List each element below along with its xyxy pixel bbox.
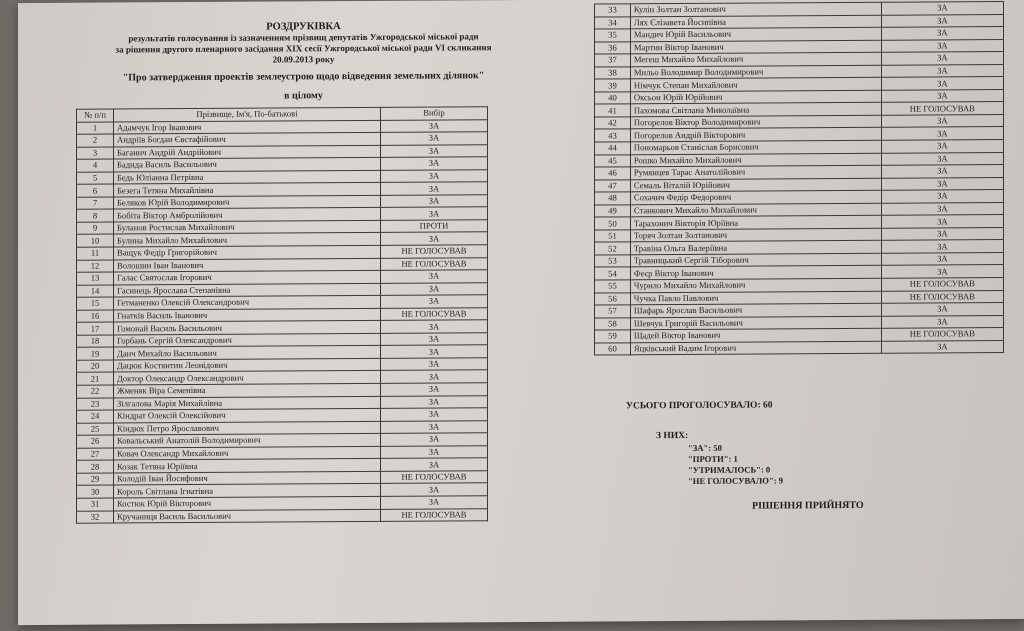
cell-vote: НЕ ГОЛОСУВАВ xyxy=(881,278,1003,291)
cell-vote: ЗА xyxy=(381,445,488,458)
cell-vote: ЗА xyxy=(381,182,488,195)
summary-proty: "ПРОТИ": 1 xyxy=(688,453,738,464)
cell-name: Горбань Сергій Олександрович xyxy=(114,333,381,347)
cell-name: Сохачич Федір Федорович xyxy=(630,191,881,205)
cell-vote: ЗА xyxy=(381,433,488,446)
header-num: № п/п xyxy=(77,109,114,122)
cell-num: 18 xyxy=(77,335,114,348)
cell-vote: ЗА xyxy=(881,27,1003,40)
cell-vote: ЗА xyxy=(881,190,1003,203)
cell-vote: ЗА xyxy=(881,2,1003,15)
cell-num: 35 xyxy=(595,29,631,42)
cell-name: Мартин Віктор Іванович xyxy=(630,40,881,54)
cell-num: 14 xyxy=(77,285,114,298)
cell-vote: ЗА xyxy=(381,458,488,471)
cell-name: Травіна Ольга Валеріївна xyxy=(630,241,881,255)
cell-num: 21 xyxy=(77,372,114,385)
cell-vote: ЗА xyxy=(381,295,488,308)
cell-name: Гасинець Ярослава Степанівна xyxy=(114,283,381,297)
cell-num: 60 xyxy=(595,343,631,356)
cell-num: 27 xyxy=(77,448,114,461)
cell-name: Пахомова Світлана Миколаївна xyxy=(630,103,881,117)
cell-vote: ЗА xyxy=(381,320,488,333)
cell-vote: НЕ ГОЛОСУВАВ xyxy=(881,290,1003,303)
cell-vote: ЗА xyxy=(881,240,1003,253)
cell-name: Адамчук Ігор Іванович xyxy=(114,120,381,134)
cell-num: 12 xyxy=(77,260,114,273)
cell-name: Ковальський Анатолій Володимирович xyxy=(114,434,381,448)
cell-name: Кулін Золтан Золтанович xyxy=(630,2,881,16)
cell-vote: НЕ ГОЛОСУВАВ xyxy=(381,471,488,484)
cell-name: Кіндрат Олексій Олексійович xyxy=(114,408,381,422)
cell-num: 26 xyxy=(77,435,114,448)
cell-num: 2 xyxy=(77,134,114,147)
cell-name: Лях Єлізавета Йосипівна xyxy=(630,15,881,29)
cell-num: 48 xyxy=(595,192,631,205)
cell-name: Яцківський Вадим Ігорович xyxy=(630,341,881,355)
cell-num: 43 xyxy=(595,129,631,142)
cell-num: 51 xyxy=(595,230,631,243)
cell-vote: ЗА xyxy=(381,345,488,358)
cell-num: 41 xyxy=(595,104,631,117)
cell-name: Мильо Володимир Володимирович xyxy=(630,65,881,79)
cell-name: Мегеш Михайло Михайлович xyxy=(630,52,881,66)
cell-num: 45 xyxy=(595,154,631,167)
summary-breakdown xyxy=(688,442,864,487)
cell-name: Семаль Віталій Юрійович xyxy=(630,178,881,192)
cell-vote: НЕ ГОЛОСУВАВ xyxy=(381,307,488,320)
cell-name: Кіндюх Петро Ярославович xyxy=(114,421,381,435)
cell-num: 29 xyxy=(77,473,114,486)
cell-num: 55 xyxy=(595,280,631,293)
cell-num: 40 xyxy=(595,92,631,105)
cell-vote: ЗА xyxy=(881,265,1003,278)
cell-vote: ЗА xyxy=(881,140,1003,153)
cell-vote: ЗА xyxy=(381,358,488,371)
summary-utrymalos: "УТРИМАЛОСЬ": 0 xyxy=(688,464,771,475)
cell-vote: ЗА xyxy=(381,483,488,496)
cell-name: Гнатків Василь Іванович xyxy=(114,308,381,322)
cell-num: 1 xyxy=(77,122,114,135)
cell-vote: ЗА xyxy=(881,77,1003,90)
cell-vote: ЗА xyxy=(881,303,1003,316)
cell-vote: ЗА xyxy=(881,39,1003,52)
table-row xyxy=(77,508,488,523)
cell-name: Феєр Віктор Іванович xyxy=(630,266,881,280)
cell-vote: НЕ ГОЛОСУВАВ xyxy=(381,245,488,258)
cell-vote: ЗА xyxy=(381,195,488,208)
cell-name: Шафарь Ярослав Васильович xyxy=(630,303,881,317)
cell-vote: ЗА xyxy=(881,127,1003,140)
cell-name: Пономарьов Станіслав Борисович xyxy=(630,140,881,154)
cell-vote: ЗА xyxy=(381,232,488,245)
summary-ne-golosuvalo: "НЕ ГОЛОСУВАЛО": 9 xyxy=(688,475,784,486)
cell-num: 20 xyxy=(77,360,114,373)
cell-name: Андріїв Богдан Євстафійович xyxy=(114,132,381,146)
cell-name: Булина Михайло Михайлович xyxy=(114,233,381,247)
cell-name: Доктор Олександр Олександрович xyxy=(114,371,381,385)
cell-num: 10 xyxy=(77,234,114,247)
cell-num: 32 xyxy=(77,510,114,523)
cell-num: 58 xyxy=(595,318,631,331)
cell-vote: ЗА xyxy=(881,252,1003,265)
cell-num: 9 xyxy=(77,222,114,235)
cell-name: Данч Михайло Васильович xyxy=(114,346,381,360)
cell-name: Колодій Іван Йосифович xyxy=(114,471,381,485)
cell-name: Безега Тетяна Михайлівна xyxy=(114,183,381,197)
cell-vote: ЗА xyxy=(881,14,1003,27)
header-line-2: за рішення другого пленарного засідання XIX сесії Ужгородської міської ради VI скликання 20.09.2013 року xyxy=(115,42,492,65)
cell-vote: ЗА xyxy=(881,64,1003,77)
cell-num: 57 xyxy=(595,305,631,318)
cell-num: 39 xyxy=(595,79,631,92)
cell-vote: НЕ ГОЛОСУВАВ xyxy=(881,102,1003,115)
vote-summary xyxy=(626,400,864,512)
cell-vote: НЕ ГОЛОСУВАВ xyxy=(881,328,1003,341)
cell-name: Галас Святослав Ігорович xyxy=(114,270,381,284)
cell-name: Бадида Василь Васильович xyxy=(114,158,381,172)
cell-vote: ЗА xyxy=(381,370,488,383)
cell-vote: НЕ ГОЛОСУВАВ xyxy=(381,508,488,521)
cell-vote: ЗА xyxy=(881,315,1003,328)
summary-total: УСЬОГО ПРОГОЛОСУВАЛО: 60 xyxy=(626,400,773,412)
cell-num: 23 xyxy=(77,398,114,411)
cell-num: 19 xyxy=(77,347,114,360)
cell-num: 46 xyxy=(595,167,631,180)
table-row xyxy=(595,340,1004,355)
cell-name: Волошин Іван Іванович xyxy=(114,258,381,272)
cell-num: 44 xyxy=(595,142,631,155)
cell-name: Станкович Михайло Михайлович xyxy=(630,203,881,217)
cell-vote: ЗА xyxy=(881,177,1003,190)
cell-vote: ЗА xyxy=(881,114,1003,127)
cell-num: 24 xyxy=(77,410,114,423)
cell-num: 54 xyxy=(595,267,631,280)
cell-name: Зілгалова Марія Михайлівна xyxy=(114,396,381,410)
cell-num: 6 xyxy=(77,184,114,197)
cell-num: 50 xyxy=(595,217,631,230)
cell-num: 16 xyxy=(77,310,114,323)
cell-name: Травницький Сергій Тіборович xyxy=(630,253,881,267)
vote-table-right xyxy=(594,1,1004,356)
cell-name: Дацюк Костянтин Леонідович xyxy=(114,358,381,372)
document-sheet xyxy=(18,0,1024,625)
cell-vote: ЗА xyxy=(381,132,488,145)
cell-num: 5 xyxy=(77,172,114,185)
cell-num: 34 xyxy=(595,16,631,29)
cell-name: Ковач Олександр Михайлович xyxy=(114,446,381,460)
cell-num: 4 xyxy=(77,159,114,172)
header-name: Прізвище, Ім'я, По-батькові xyxy=(114,107,381,121)
document-title: РОЗДРУКІВКА xyxy=(266,21,341,33)
cell-name: Чурило Михайло Михайлович xyxy=(630,278,881,292)
cell-name: Гомонай Василь Васильович xyxy=(114,321,381,335)
cell-name: Мандич Юрій Васильович xyxy=(630,27,881,41)
vote-table-left xyxy=(76,106,488,524)
cell-num: 53 xyxy=(595,255,631,268)
cell-num: 36 xyxy=(595,41,631,54)
cell-name: Беляков Юрій Володимирович xyxy=(114,195,381,209)
cell-num: 30 xyxy=(77,485,114,498)
cell-num: 47 xyxy=(595,179,631,192)
cell-num: 28 xyxy=(77,460,114,473)
cell-vote: ЗА xyxy=(381,383,488,396)
cell-num: 11 xyxy=(77,247,114,260)
decision-result: РІШЕННЯ ПРИЙНЯТО xyxy=(752,499,864,512)
cell-num: 13 xyxy=(77,272,114,285)
cell-name: Буланов Ростислав Михайлович xyxy=(114,220,381,234)
cell-num: 56 xyxy=(595,292,631,305)
document-header xyxy=(76,20,531,103)
decision-subject: "Про затвердження проектів землеустрою щодо відведення земельних ділянок" xyxy=(122,70,485,84)
cell-name: Бобіта Віктор Амбролійович xyxy=(114,208,381,222)
table-body-left xyxy=(77,119,488,523)
cell-num: 17 xyxy=(77,322,114,335)
header-vote: Вибір xyxy=(381,107,488,120)
cell-num: 8 xyxy=(77,209,114,222)
cell-vote: ЗА xyxy=(381,157,488,170)
cell-vote: ЗА xyxy=(381,496,488,509)
cell-name: Торяч Золтан Золтанович xyxy=(630,228,881,242)
cell-num: 7 xyxy=(77,197,114,210)
cell-vote: ЗА xyxy=(881,340,1003,353)
cell-num: 22 xyxy=(77,385,114,398)
cell-name: Кручаниця Василь Васильович xyxy=(114,509,381,523)
cell-num: 3 xyxy=(77,147,114,160)
cell-num: 52 xyxy=(595,242,631,255)
cell-name: Гетманенко Олексій Олександрович xyxy=(114,296,381,310)
cell-name: Погорелов Віктор Володимирович xyxy=(630,115,881,129)
cell-name: Погорелов Андрій Вікторович xyxy=(630,128,881,142)
cell-name: Рошко Михайло Михайлович xyxy=(630,153,881,167)
cell-num: 25 xyxy=(77,423,114,436)
cell-name: Король Світлана Ігнатівна xyxy=(114,484,381,498)
cell-name: Козак Тетяна Юріївна xyxy=(114,459,381,473)
cell-vote: ЗА xyxy=(381,282,488,295)
cell-vote: ЗА xyxy=(381,395,488,408)
cell-name: Ващук Федір Григорійович xyxy=(114,245,381,259)
cell-name: Тарахонич Вікторія Юріївна xyxy=(630,216,881,230)
cell-vote: ПРОТИ xyxy=(381,220,488,233)
cell-vote: ЗА xyxy=(381,207,488,220)
cell-name: Німчук Степан Михайлович xyxy=(630,78,881,92)
vote-scope: в цілому xyxy=(284,90,323,102)
cell-num: 49 xyxy=(595,205,631,218)
left-column xyxy=(76,20,531,524)
right-column xyxy=(594,1,1004,356)
cell-name: Оксьон Юрій Юрійович xyxy=(630,90,881,104)
cell-name: Шевчук Григорій Васильович xyxy=(630,316,881,330)
cell-num: 15 xyxy=(77,297,114,310)
cell-vote: ЗА xyxy=(381,144,488,157)
cell-vote: ЗА xyxy=(381,420,488,433)
summary-za: "ЗА": 50 xyxy=(688,442,722,453)
cell-num: 33 xyxy=(595,4,631,17)
cell-vote: ЗА xyxy=(881,52,1003,65)
cell-num: 38 xyxy=(595,67,631,80)
cell-vote: ЗА xyxy=(881,215,1003,228)
cell-num: 42 xyxy=(595,117,631,130)
summary-from: З НИХ: xyxy=(656,430,689,442)
cell-vote: ЗА xyxy=(381,270,488,283)
cell-vote: НЕ ГОЛОСУВАВ xyxy=(381,257,488,270)
cell-name: Бедь Юліанна Петрівна xyxy=(114,170,381,184)
table-body-right xyxy=(595,2,1004,356)
cell-name: Костюк Юрій Вікторович xyxy=(114,496,381,510)
cell-vote: ЗА xyxy=(881,227,1003,240)
cell-vote: ЗА xyxy=(381,408,488,421)
cell-name: Румянцев Тарас Анатолійович xyxy=(630,165,881,179)
cell-vote: ЗА xyxy=(881,165,1003,178)
cell-name: Баганич Андрій Андрійович xyxy=(114,145,381,159)
cell-num: 31 xyxy=(77,498,114,511)
cell-name: Чучка Павло Павлович xyxy=(630,291,881,305)
header-line-1: результатів голосування із зазначенням прізвищ депутатів Ужгородської міської ради xyxy=(128,31,479,44)
cell-vote: ЗА xyxy=(381,119,488,132)
cell-vote: ЗА xyxy=(881,89,1003,102)
cell-vote: ЗА xyxy=(881,202,1003,215)
cell-vote: ЗА xyxy=(881,152,1003,165)
cell-vote: ЗА xyxy=(381,169,488,182)
cell-name: Щадей Віктор Іванович xyxy=(630,329,881,343)
cell-num: 37 xyxy=(595,54,631,67)
cell-vote: ЗА xyxy=(381,333,488,346)
cell-num: 59 xyxy=(595,330,631,343)
cell-name: Жменяк Віра Семенівна xyxy=(114,383,381,397)
